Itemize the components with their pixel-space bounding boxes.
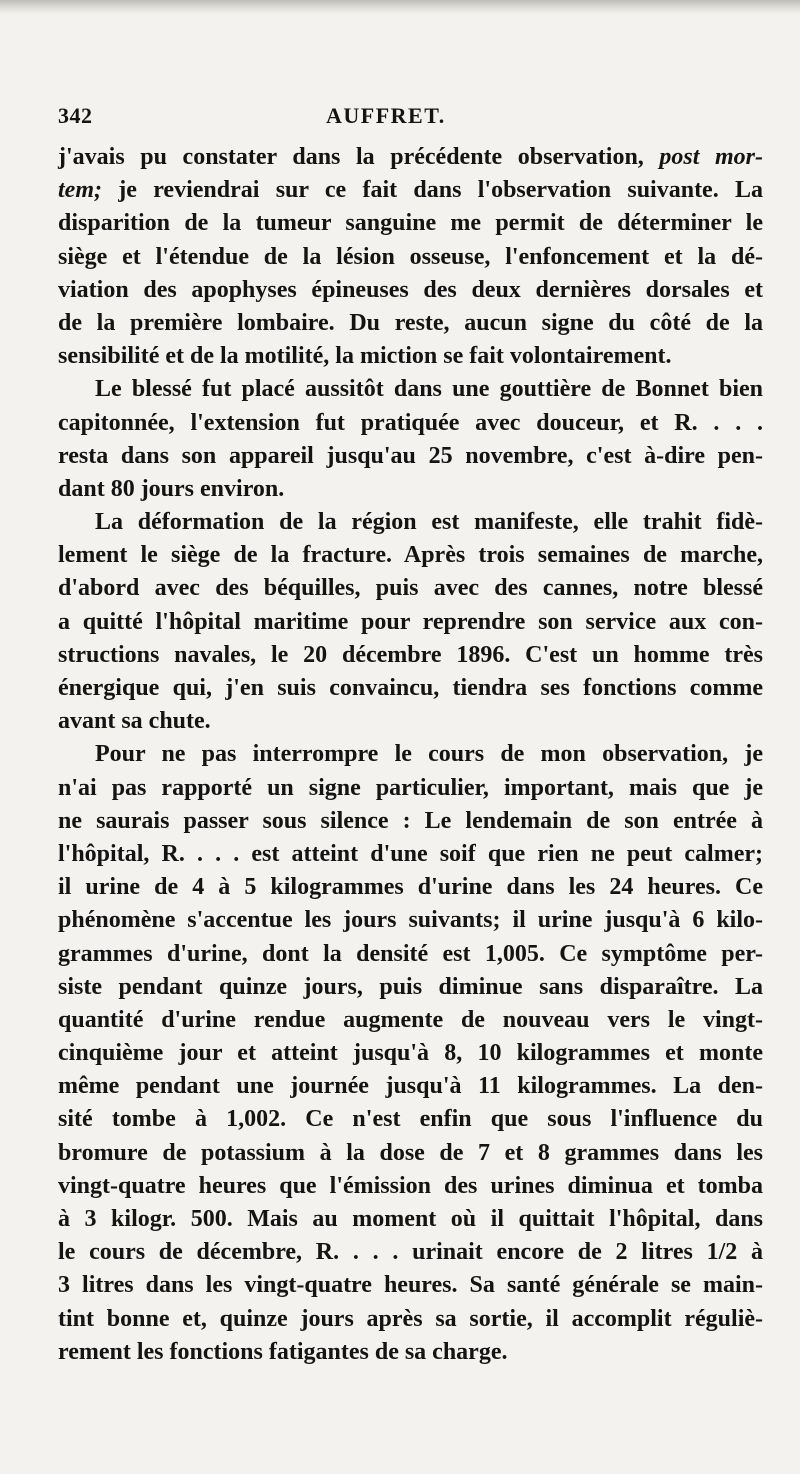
- text-line: viation des apophyses épineuses des deux dernières dorsales et: [58, 276, 763, 303]
- text-line: siste pendant quinze jours, puis diminue sans disparaître. La: [58, 973, 763, 1000]
- running-head: [58, 103, 748, 133]
- paragraph-end-line: sensibilité et de la motilité, la miction se fait volontairement.: [58, 343, 672, 370]
- text-segment: j'avais pu constater dans la précédente observation,: [58, 144, 644, 170]
- text-line: tint bonne et, quinze jours après sa sortie, il accomplit réguliè-: [58, 1305, 763, 1332]
- text-line: resta dans son appareil jusqu'au 25 novembre, c'est à-dire pen-: [58, 442, 763, 469]
- text-line: lement le siège de la fracture. Après trois semaines de marche,: [58, 542, 763, 569]
- text-line: a quitté l'hôpital maritime pour reprendre son service aux con-: [58, 608, 763, 635]
- text-line: disparition de la tumeur sanguine me permit de déterminer le: [58, 210, 763, 237]
- text-line: grammes d'urine, dont la densité est 1,005. Ce symptôme per-: [58, 940, 763, 967]
- paragraph-start-line: La déformation de la région est manifeste, elle trahit fidè-: [95, 509, 763, 536]
- text-line: d'abord avec des béquilles, puis avec des cannes, notre blessé: [58, 575, 763, 602]
- paragraph-end-line: dant 80 jours environ.: [58, 475, 285, 502]
- paragraph-start-line: Le blessé fut placé aussitôt dans une gouttière de Bonnet bien: [95, 376, 763, 403]
- text-line: cinquième jour et atteint jusqu'à 8, 10 kilogrammes et monte: [58, 1040, 763, 1067]
- text-line: le cours de décembre, R. . . . urinait encore de 2 litres 1/2 à: [58, 1239, 763, 1266]
- paragraph-end-line: avant sa chute.: [58, 708, 211, 735]
- text-line: structions navales, le 20 décembre 1896. C'est un homme très: [58, 641, 763, 668]
- text-line: capitonnée, l'extension fut pratiquée avec douceur, et R. . . .: [58, 409, 763, 436]
- page-number: 342: [58, 103, 93, 128]
- text-line: à 3 kilogr. 500. Mais au moment où il quittait l'hôpital, dans: [58, 1206, 763, 1232]
- italic-phrase: tem;: [58, 177, 102, 204]
- paragraph-start-line: Pour ne pas interrompre le cours de mon observation, je: [95, 741, 763, 768]
- text-line: 3 litres dans les vingt-quatre heures. Sa santé générale se main-: [58, 1272, 763, 1299]
- text-line: même pendant une journée jusqu'à 11 kilogrammes. La den-: [58, 1073, 763, 1100]
- text-line: siège et l'étendue de la lésion osseuse, l'enfoncement et la dé-: [58, 243, 763, 270]
- page-top-edge: [0, 0, 800, 14]
- text-line: quantité d'urine rendue augmente de nouveau vers le vingt-: [58, 1006, 763, 1033]
- text-line: bromure de potassium à la dose de 7 et 8 grammes dans les: [58, 1139, 763, 1166]
- text-line: de la première lombaire. Du reste, aucun signe du côté de la: [58, 309, 763, 336]
- text-line: n'ai pas rapporté un signe particulier, important, mais que je: [58, 774, 763, 801]
- body-text: [58, 141, 763, 1369]
- running-title: AUFFRET.: [326, 103, 446, 128]
- text-segment: je reviendrai sur ce fait dans l'observation suivante. La: [118, 177, 764, 204]
- italic-phrase: post mor-: [659, 144, 764, 170]
- text-line: il urine de 4 à 5 kilogrammes d'urine dans les 24 heures. Ce: [58, 874, 763, 901]
- text-line: phénomène s'accentue les jours suivants; il urine jusqu'à 6 kilo-: [58, 907, 763, 934]
- text-line: [58, 141, 763, 174]
- text-line: vingt-quatre heures que l'émission des urines diminua et tomba: [58, 1172, 763, 1199]
- text-line: sité tombe à 1,002. Ce n'est enfin que sous l'influence du: [58, 1106, 763, 1133]
- text-line: énergique qui, j'en suis convaincu, tiendra ses fonctions comme: [58, 675, 763, 701]
- text-line: ne saurais passer sous silence : Le lendemain de son entrée à: [58, 807, 763, 834]
- text-line: l'hôpital, R. . . . est atteint d'une soif que rien ne peut calmer;: [58, 840, 763, 867]
- paragraph-end-line: rement les fonctions fatigantes de sa charge.: [58, 1338, 508, 1365]
- text-line: [58, 174, 763, 207]
